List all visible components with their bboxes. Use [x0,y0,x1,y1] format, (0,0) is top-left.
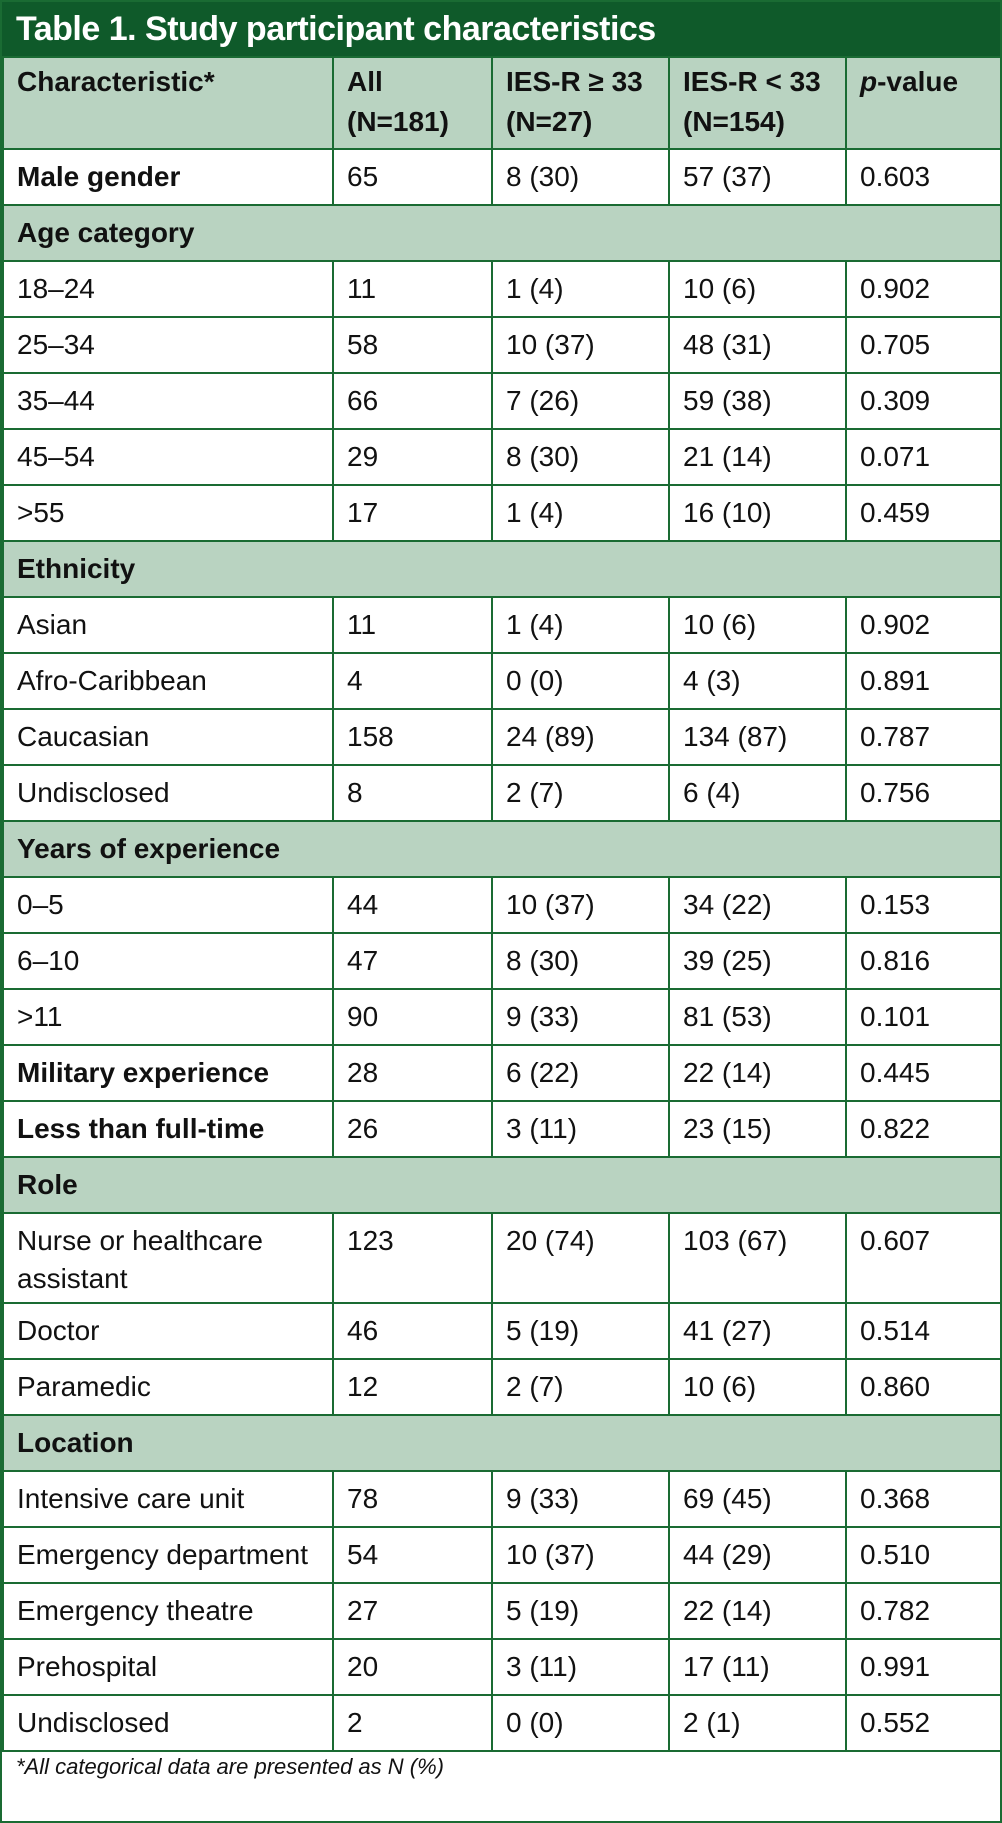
cell-iesr-high: 7 (26) [492,373,669,429]
cell-characteristic: 6–10 [3,933,333,989]
cell-iesr-high: 8 (30) [492,149,669,205]
cell-all: 123 [333,1213,492,1303]
cell-iesr-low: 21 (14) [669,429,846,485]
table-row [3,653,1001,709]
cell-all: 20 [333,1639,492,1695]
table-row [3,709,1001,765]
cell-iesr-low: 6 (4) [669,765,846,821]
section-label: Ethnicity [3,541,1001,597]
table-row [3,429,1001,485]
cell-iesr-high: 0 (0) [492,1695,669,1751]
cell-iesr-high: 8 (30) [492,933,669,989]
cell-p-value: 0.071 [846,429,1001,485]
cell-p-value: 0.756 [846,765,1001,821]
section-header-row [3,205,1001,261]
cell-iesr-high: 1 (4) [492,485,669,541]
cell-characteristic: Prehospital [3,1639,333,1695]
table-row [3,877,1001,933]
cell-all: 11 [333,261,492,317]
cell-iesr-low: 134 (87) [669,709,846,765]
cell-iesr-high: 20 (74) [492,1213,669,1303]
cell-iesr-low: 16 (10) [669,485,846,541]
cell-iesr-low: 48 (31) [669,317,846,373]
cell-characteristic: Caucasian [3,709,333,765]
table-row [3,317,1001,373]
cell-p-value: 0.552 [846,1695,1001,1751]
cell-all: 158 [333,709,492,765]
cell-all: 58 [333,317,492,373]
section-header-row [3,1157,1001,1213]
cell-all: 28 [333,1045,492,1101]
cell-p-value: 0.445 [846,1045,1001,1101]
cell-all: 27 [333,1583,492,1639]
cell-all: 44 [333,877,492,933]
section-header-row [3,821,1001,877]
cell-characteristic: 0–5 [3,877,333,933]
cell-iesr-low: 22 (14) [669,1045,846,1101]
cell-characteristic: Undisclosed [3,1695,333,1751]
cell-iesr-high: 8 (30) [492,429,669,485]
table-row [3,485,1001,541]
section-label: Years of experience [3,821,1001,877]
cell-p-value: 0.101 [846,989,1001,1045]
cell-p-value: 0.603 [846,149,1001,205]
cell-p-value: 0.153 [846,877,1001,933]
cell-all: 90 [333,989,492,1045]
cell-characteristic: Emergency department [3,1527,333,1583]
cell-p-value: 0.822 [846,1101,1001,1157]
cell-p-value: 0.514 [846,1303,1001,1359]
header-p-value-p: p [860,66,878,97]
cell-iesr-high: 3 (11) [492,1101,669,1157]
cell-iesr-high: 9 (33) [492,1471,669,1527]
section-label: Role [3,1157,1001,1213]
cell-iesr-low: 17 (11) [669,1639,846,1695]
cell-characteristic: 18–24 [3,261,333,317]
cell-characteristic: Less than full-time [3,1101,333,1157]
table-row [3,1101,1001,1157]
cell-iesr-high: 3 (11) [492,1639,669,1695]
header-all-line1: All [347,66,383,97]
cell-iesr-high: 9 (33) [492,989,669,1045]
header-characteristic-text: Characteristic* [17,66,215,97]
cell-all: 17 [333,485,492,541]
participant-characteristics-table [2,56,1002,1752]
cell-characteristic: >11 [3,989,333,1045]
cell-iesr-low: 34 (22) [669,877,846,933]
cell-all: 46 [333,1303,492,1359]
cell-iesr-low: 39 (25) [669,933,846,989]
cell-iesr-low: 59 (38) [669,373,846,429]
table-row [3,989,1001,1045]
cell-characteristic: Emergency theatre [3,1583,333,1639]
section-label: Location [3,1415,1001,1471]
cell-iesr-low: 103 (67) [669,1213,846,1303]
table-row [3,149,1001,205]
cell-iesr-low: 10 (6) [669,597,846,653]
section-header-row [3,541,1001,597]
cell-characteristic: 45–54 [3,429,333,485]
table-header-row [3,57,1001,149]
cell-iesr-low: 10 (6) [669,261,846,317]
header-p-value [846,57,1001,149]
cell-iesr-high: 1 (4) [492,261,669,317]
cell-iesr-low: 22 (14) [669,1583,846,1639]
cell-p-value: 0.309 [846,373,1001,429]
cell-characteristic: 25–34 [3,317,333,373]
cell-characteristic: Paramedic [3,1359,333,1415]
cell-characteristic: Afro-Caribbean [3,653,333,709]
cell-p-value: 0.902 [846,261,1001,317]
cell-p-value: 0.891 [846,653,1001,709]
cell-iesr-low: 81 (53) [669,989,846,1045]
table-row [3,1045,1001,1101]
cell-all: 78 [333,1471,492,1527]
table-row [3,1695,1001,1751]
cell-characteristic: Male gender [3,149,333,205]
table-row [3,1359,1001,1415]
cell-p-value: 0.705 [846,317,1001,373]
cell-characteristic: Undisclosed [3,765,333,821]
cell-all: 4 [333,653,492,709]
table-row [3,1471,1001,1527]
cell-p-value: 0.902 [846,597,1001,653]
cell-iesr-low: 44 (29) [669,1527,846,1583]
header-iesr-high-line1: IES-R ≥ 33 [506,66,643,97]
cell-all: 11 [333,597,492,653]
table-row [3,1527,1001,1583]
cell-iesr-low: 23 (15) [669,1101,846,1157]
cell-all: 26 [333,1101,492,1157]
cell-all: 12 [333,1359,492,1415]
header-all-line2: (N=181) [347,106,449,137]
cell-all: 54 [333,1527,492,1583]
cell-iesr-high: 2 (7) [492,1359,669,1415]
cell-all: 47 [333,933,492,989]
header-iesr-low-line1: IES-R < 33 [683,66,821,97]
table-row [3,765,1001,821]
cell-p-value: 0.368 [846,1471,1001,1527]
header-iesr-low-line2: (N=154) [683,106,785,137]
cell-all: 66 [333,373,492,429]
cell-p-value: 0.860 [846,1359,1001,1415]
cell-iesr-low: 69 (45) [669,1471,846,1527]
table-row [3,1213,1001,1303]
header-iesr-high-line2: (N=27) [506,106,593,137]
cell-all: 8 [333,765,492,821]
cell-all: 65 [333,149,492,205]
cell-iesr-low: 10 (6) [669,1359,846,1415]
cell-characteristic: Military experience [3,1045,333,1101]
cell-p-value: 0.459 [846,485,1001,541]
cell-iesr-high: 24 (89) [492,709,669,765]
cell-characteristic: 35–44 [3,373,333,429]
table-body [3,149,1001,1751]
cell-p-value: 0.787 [846,709,1001,765]
cell-iesr-high: 2 (7) [492,765,669,821]
table-row [3,597,1001,653]
cell-characteristic: Nurse or healthcare assistant [3,1213,333,1303]
section-header-row [3,1415,1001,1471]
header-iesr-low [669,57,846,149]
header-characteristic [3,57,333,149]
cell-characteristic: Doctor [3,1303,333,1359]
cell-p-value: 0.607 [846,1213,1001,1303]
cell-all: 2 [333,1695,492,1751]
cell-iesr-low: 41 (27) [669,1303,846,1359]
header-p-value-rest: -value [877,66,959,97]
table-row [3,373,1001,429]
cell-iesr-low: 4 (3) [669,653,846,709]
table-row [3,933,1001,989]
table-footnote: *All categorical data are presented as N (%) [16,1754,444,1779]
cell-characteristic: >55 [3,485,333,541]
cell-iesr-high: 10 (37) [492,1527,669,1583]
cell-p-value: 0.510 [846,1527,1001,1583]
cell-iesr-high: 10 (37) [492,877,669,933]
cell-iesr-high: 1 (4) [492,597,669,653]
cell-p-value: 0.782 [846,1583,1001,1639]
cell-characteristic: Asian [3,597,333,653]
cell-iesr-high: 0 (0) [492,653,669,709]
table-row [3,1303,1001,1359]
cell-iesr-high: 5 (19) [492,1583,669,1639]
cell-iesr-high: 10 (37) [492,317,669,373]
cell-iesr-low: 2 (1) [669,1695,846,1751]
table-title: Table 1. Study participant characteristics [2,2,1000,56]
cell-p-value: 0.816 [846,933,1001,989]
table-row [3,1639,1001,1695]
cell-iesr-low: 57 (37) [669,149,846,205]
cell-all: 29 [333,429,492,485]
cell-iesr-high: 6 (22) [492,1045,669,1101]
header-iesr-high [492,57,669,149]
section-label: Age category [3,205,1001,261]
header-all [333,57,492,149]
table-row [3,261,1001,317]
cell-iesr-high: 5 (19) [492,1303,669,1359]
cell-p-value: 0.991 [846,1639,1001,1695]
table-row [3,1583,1001,1639]
cell-characteristic: Intensive care unit [3,1471,333,1527]
